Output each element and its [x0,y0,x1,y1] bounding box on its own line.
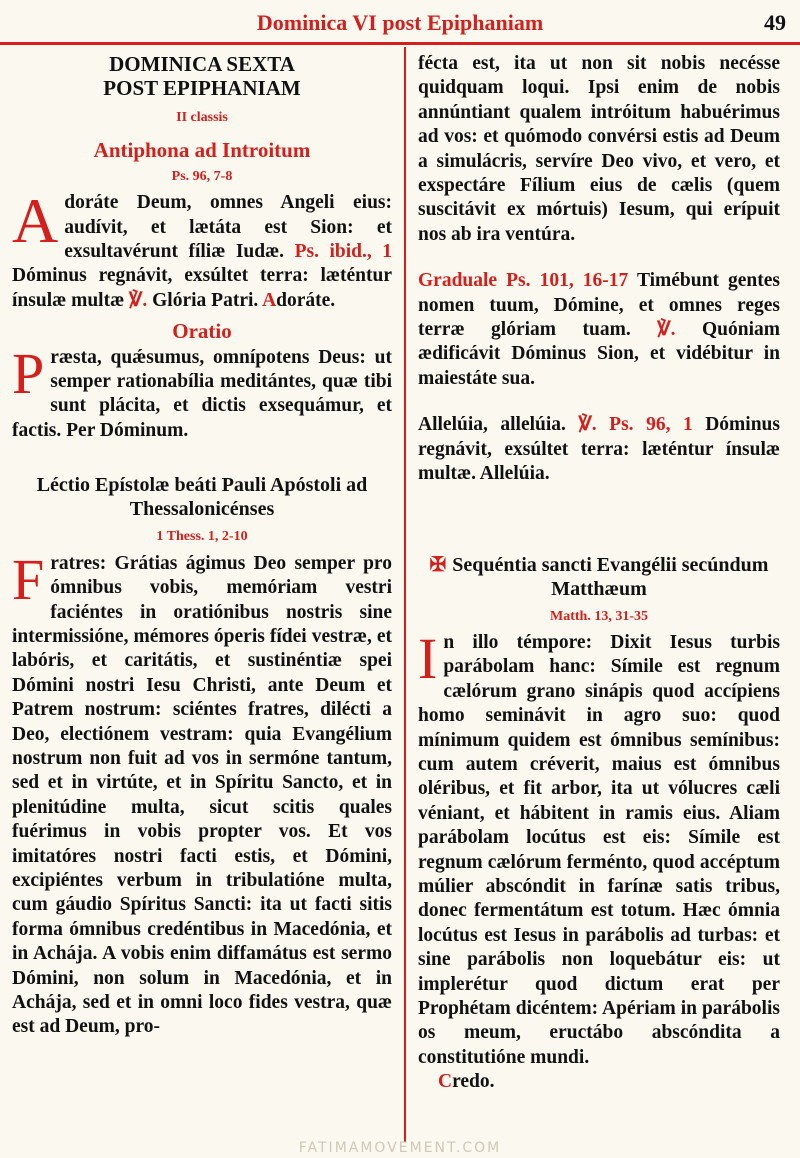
introit-reference: Ps. 96, 7-8 [171,168,233,184]
drop-cap-f: F [12,546,45,612]
running-title: Dominica VI post Epiphaniam [256,10,544,35]
gloria-patri: Glória Patri. [147,289,263,311]
lectio-continuation: fécta est, ita ut non sit nobis necésse quidquam loqui. Ipsi enim de nobis annúntiant qualem intróitum habuérimus ad vos: et quómodo convérsi estis ad Deum a simulácris, servíre Deo vivo, et vero, et exspectáre Fílium eius de cælis (quem suscitávit ex mórtuis) Iesum, qui erípuit nos ab ira ventúra. [418,53,780,245]
alleluia [418,413,780,486]
oratio-heading: Oratio [172,319,232,344]
gospel-text [418,625,780,1070]
left-column [12,52,392,1040]
graduale [418,269,780,391]
repeat-text: doráte. [276,289,336,311]
credo-text: redo. [452,1071,495,1093]
drop-cap-a: A [12,185,59,257]
gospel-heading [418,553,780,601]
lectio-heading: Léctio Epístolæ beáti Pauli Apóstoli ad Thessalonicénses [36,474,368,521]
header-rule [0,42,800,45]
class-label: II classis [176,110,228,125]
gospel-heading-text: Sequéntia sancti Evangélii secúndum Matthæum [452,553,769,600]
cross-icon: ✠ [429,553,447,576]
introit-text [12,185,393,313]
graduale-text: Timébunt gentes nomen tuum, Dómine, et omnes reges terræ glóriam tuam. [418,270,780,341]
watermark: FATIMAMOVEMENT.COM [298,1140,502,1156]
oratio-body: ræsta, quǽsumus, omnípotens Deus: ut semper rationabília meditántes, quæ tibi sunt plácita, et dictis exsequámur, et factis. Per Dóminum. [12,346,392,441]
versicle-symbol: ℣. [657,319,676,341]
versicle-symbol: ℣. [129,289,148,311]
gospel-body: n illo témpore: Dixit Iesus turbis parábolam hanc: Símile est regnum cælórum grano sinápis quod accípiens homo seminávit in agro suo: quod mínimum quidem est ómnibus semínibus: cum autem créverit, maius est ómnibus oléribus, et fit arbor, ita ut vólucres cæli véniant, et hábitent in ramis eius. Aliam parábolam locútus est eis: Símile est regnum cælórum ferménto, quod accéptum múlier abscóndit in farínæ satis tribus, donec fermentátum est totum. Hæc ómnia locútus est Iesus in parábolis ad turbas: et sine parábolis non loquebátur eis: ut implerétur quod dictum erat per Prophétam dicéntem: Apériam in parábolis os meum, eructábo abscóndita a constitutióne mundi. [418,631,780,1068]
credo [418,1070,780,1094]
alleluia-reference: ℣. Ps. 96, 1 [578,414,693,436]
lectio-text [12,546,392,1040]
introit-psalm-ref: Ps. ibid., 1 [294,241,393,263]
lectio-reference: 1 Thess. 1, 2-10 [156,529,248,545]
drop-cap-i: I [418,625,438,691]
graduale-label: Graduale Ps. 101, 16-17 [418,270,629,292]
right-column [418,52,780,1095]
column-divider [404,47,406,1142]
page-number: 49 [764,10,786,35]
alleluia-verse: Dóminus regnávit, exsúltet terra: læténtur ínsulæ multæ. Allelúia. [418,414,780,485]
repeat-initial: A [262,289,277,311]
introit-antiphon: doráte Deum, omnes Angeli eius: audívit, et lætáta est Sion: et exsultavérunt fíliæ Iudæ. [64,192,392,263]
gospel-reference: Matth. 13, 31-35 [550,608,648,624]
introit-psalm: Dóminus regnávit, exsúltet terra: læténtur ínsulæ multæ [12,265,392,311]
credo-initial: C [438,1071,453,1093]
introit-heading: Antiphona ad Introitum [93,138,311,163]
graduale-verse: Quóniam ædificávit Dóminus Sion, et vidébitur in maiestáte sua. [418,319,780,389]
main-title-line-1: DOMINICA SEXTA [109,52,295,76]
alleluia-intro: Allelúia, allelúia. [418,414,579,436]
drop-cap-p: P [12,340,45,406]
page-header [0,0,800,42]
main-title-line-2: POST EPIPHANIAM [103,76,301,100]
oratio-text [12,340,392,444]
lectio-body: ratres: Grátias ágimus Deo semper pro ómnibus vobis, memóriam vestri faciéntes in oratiónibus nostris sine intermissióne, mémores óperis fídei vestræ, et labóris, et caritátis, et sustinéntiæ spei Dómini nostri Iesu Christi, ante Deum et Patrem nostrum: sciéntes fratres, dilécti a Deo, electiónem vestram: quia Evangélium nostrum non fuit ad vos in sermóne tantum, sed et in virtúte, et in Spíritu Sancto, et in plenitúdine multa, sicut scitis quales fuérimus in vobis propter vos. Et vos imitatóres nostri facti estis, et Dómini, excipiéntes verbum in tribulatióne multa, cum gáudio Spíritus Sancti: ita ut facti sitis forma ómnibus credéntibus in Macedónia, et in Achája. A vobis enim diffamátus est sermo Dómini, non solum in Macedónia, et in Achája, sed et in omni loco fides vestra, quæ est ad Deum, pro- [12,552,392,1038]
